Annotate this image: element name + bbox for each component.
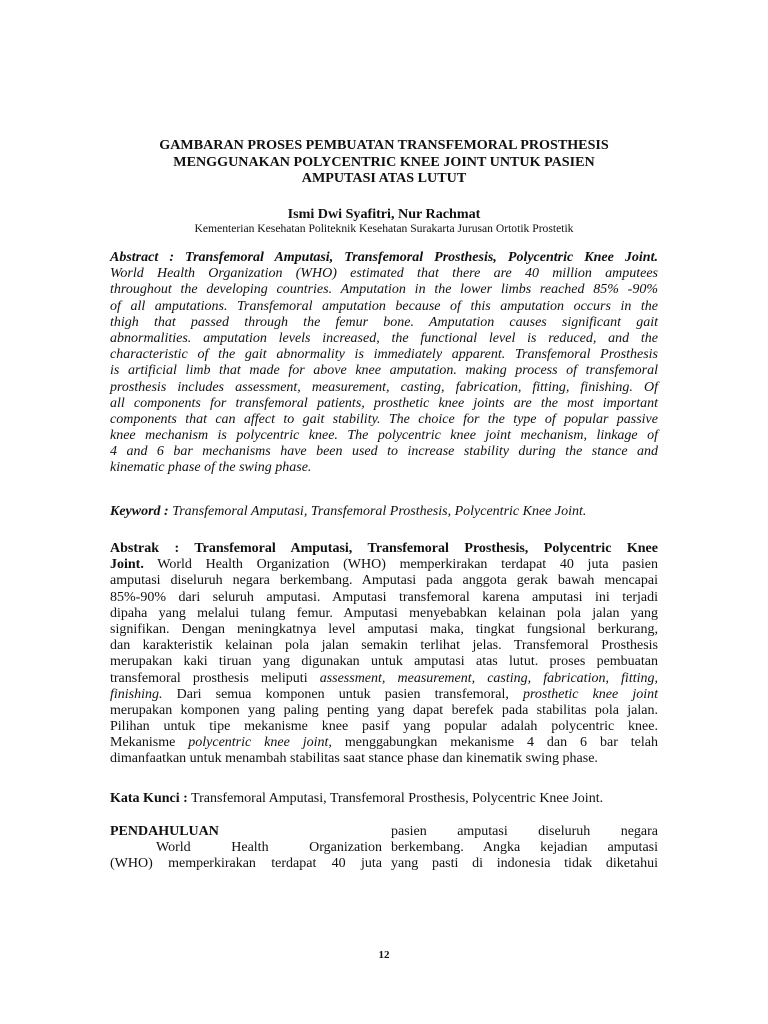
kata-kunci-text: Transfemoral Amputasi, Transfemoral Prosthesis, Polycentric Knee Joint. (191, 791, 604, 806)
column-line: pasien amputasi diseluruh negara (391, 824, 658, 839)
column-line: yang pasti di indonesia tidak diketahui (391, 856, 658, 872)
abstrak-label-cont: Joint. (110, 557, 144, 573)
abstract-line: World Health Organization (WHO) estimated that there are 40 million amputees (110, 266, 658, 282)
title-line-3: AMPUTASI ATAS LUTUT (301, 170, 467, 186)
kata-kunci (110, 791, 658, 807)
abstrak-text: Dari semua komponen untuk pasien transfemoral, (176, 686, 509, 702)
abstract-line: 4 and 6 bar mechanisms have been used to increase stability during the stance and (110, 444, 658, 460)
abstract-english (110, 250, 658, 477)
abstrak-text: Mekanisme (110, 735, 176, 751)
affiliation: Kementerian Kesehatan Politeknik Kesehatan Surakarta Jurusan Ortotik Prostetik (194, 222, 574, 235)
abstrak-italic: polycentric knee joint, (188, 735, 332, 751)
abstrak-line: merupakan komponen yang paling penting yang dapat berefek pada stabilitas pola jalan. (110, 702, 658, 718)
abstrak-text: transfemoral prosthesis meliputi (110, 670, 308, 686)
abstrak-line: Pilihan untuk tipe mekanisme knee pasif yang popular adalah polycentric knee. (110, 719, 658, 735)
abstrak-indonesian (110, 541, 658, 768)
abstract-line: abnormalities. amputation levels increased, the functional level is reduced, and the (110, 330, 658, 346)
abstrak-italic: finishing. (110, 686, 163, 702)
page-number: 12 (378, 949, 390, 961)
abstract-line: of all amputations. Transfemoral amputation because of this amputation occurs in the (110, 298, 658, 314)
abstrak-line: 85%-90% dari seluruh amputasi. Amputasi transfemoral karena amputasi ini terjadi (110, 589, 658, 605)
abstrak-line: signifikan. Dengan meningkatnya level amputasi maka, tingkat fungsional berkurang, (110, 621, 658, 637)
abstract-line: throughout the developing countries. Amputation in the lower limbs reached 85% -90% (110, 282, 658, 298)
column-line: (WHO) memperkirakan terdapat 40 juta (110, 856, 382, 872)
keyword-label: Keyword : (110, 504, 169, 519)
abstrak-line: World Health Organization (WHO) memperkirakan terdapat 40 juta pasien (157, 557, 658, 573)
column-line: berkembang. Angka kejadian amputasi (391, 840, 658, 856)
right-column (391, 824, 658, 873)
abstrak-line: merupakan kaki tiruan yang digunakan untuk amputasi atas lutut. proses pembuatan (110, 654, 658, 670)
paper-title (110, 137, 658, 187)
title-line-2: MENGGUNAKAN POLYCENTRIC KNEE JOINT UNTUK PASIEN (173, 153, 595, 170)
abstrak-italic: prosthetic knee joint (522, 686, 658, 702)
abstract-line: characteristic of the gait abnormality is immediately apparent. Transfemoral Prosthesis (110, 347, 658, 363)
abstrak-line: amputasi diseluruh negara berkembang. Amputasi pada anggota gerak bawah mencapai (110, 573, 658, 589)
abstrak-line: dimanfaatkan untuk menambah stabilitas saat stance phase dan kinematik swing phase. (110, 751, 598, 767)
abstrak-line: dan karakteristik kelainan pola jalan semakin terlihat jelas. Transfemoral Prosthesis (110, 638, 658, 654)
authors: Ismi Dwi Syafitri, Nur Rachmat (287, 206, 481, 222)
abstract-line: all components for transfemoral patients, prosthetic knee joints are the most important (110, 395, 658, 411)
title-line-1: GAMBARAN PROSES PEMBUATAN TRANSFEMORAL PROSTHESIS (159, 137, 609, 153)
abstract-line: components that can affect to gait stability. The choice for the type of popular passive (110, 411, 658, 427)
section-heading-pendahuluan: PENDAHULUAN (110, 824, 219, 839)
abstract-line: kinematic phase of the swing phase. (110, 460, 312, 476)
abstrak-italic: assessment, measurement, casting, fabrication, fitting, (319, 670, 658, 686)
kata-kunci-label: Kata Kunci : (110, 791, 188, 806)
abstract-line: prosthesis includes assessment, measurement, casting, fabrication, fitting, finishing. Of (110, 379, 658, 395)
keyword-english (110, 504, 658, 520)
abstrak-line: dipaha yang melalui tulang femur. Amputasi menyebabkan kelainan pola jalan yang (110, 605, 658, 621)
abstrak-text: menggabungkan mekanisme 4 dan 6 bar telah (344, 735, 658, 751)
keyword-text: Transfemoral Amputasi, Transfemoral Prosthesis, Polycentric Knee Joint. (172, 504, 587, 519)
column-line: World Health Organization (156, 840, 382, 856)
abstrak-label: Abstrak : Transfemoral Amputasi, Transfemoral Prosthesis, Polycentric Knee (110, 541, 658, 556)
left-column (110, 824, 382, 873)
abstract-line: knee mechanism is polycentric knee. The polycentric knee joint mechanism, linkage of (110, 428, 658, 444)
abstract-line: is artificial limb that made for above knee amputation. making process of transfemoral (110, 363, 658, 379)
abstract-line: thigh that passed through the femur bone. Amputation causes significant gait (110, 314, 658, 330)
abstract-label: Abstract : Transfemoral Amputasi, Transfemoral Prosthesis, Polycentric Knee Joint. (110, 250, 658, 265)
